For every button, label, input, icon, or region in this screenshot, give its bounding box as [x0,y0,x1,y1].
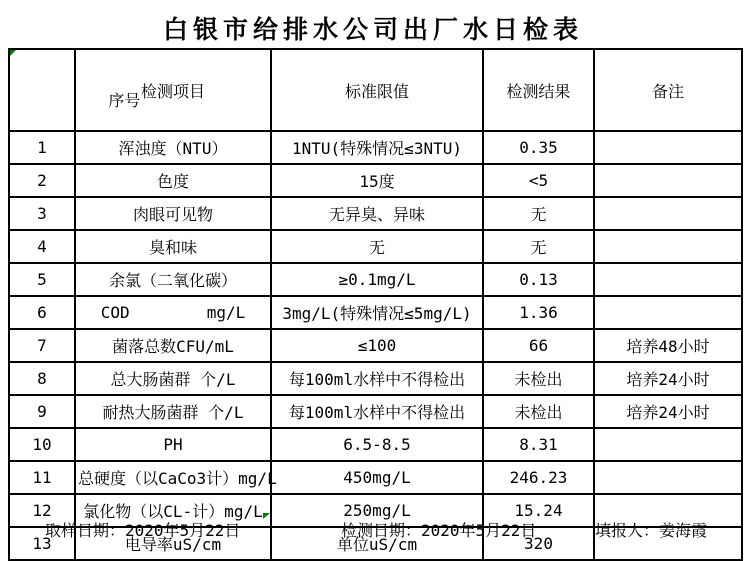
table-row [9,197,742,230]
cell-item: 菌落总数CFU/mL [75,329,271,362]
col-header-result: 检测结果 [483,49,594,131]
col-header-limit: 标准限值 [271,49,483,131]
cell-limit: 6.5-8.5 [271,428,483,461]
cell-remark [594,164,742,197]
cell-result: 无 [483,230,594,263]
cell-no: 4 [9,230,75,263]
green-triangle-marker [10,50,16,56]
cell-limit: 3mg/L(特殊情况≤5mg/L) [271,296,483,329]
cell-item: 肉眼可见物 [75,197,271,230]
cell-no: 10 [9,428,75,461]
cell-item: 臭和味 [75,230,271,263]
cell-no: 7 [9,329,75,362]
cell-remark [594,461,742,494]
cell-limit: ≥0.1mg/L [271,263,483,296]
table-row [9,131,742,164]
cell-no: 5 [9,263,75,296]
cell-remark: 培养24小时 [594,362,742,395]
cell-item: 总大肠菌群 个/L [75,362,271,395]
cell-no: 6 [9,296,75,329]
cell-limit: 1NTU(特殊情况≤3NTU) [271,131,483,164]
cell-item: 氯化物（以CL-计）mg/L [75,494,271,527]
col-header-item: 检测项目 [75,49,271,131]
cell-limit: 15度 [271,164,483,197]
cell-limit: 无 [271,230,483,263]
cell-no: 3 [9,197,75,230]
cell-remark [594,230,742,263]
cell-limit: 每100ml水样中不得检出 [271,362,483,395]
cell-no: 2 [9,164,75,197]
reporter-name: 填报人：姜海霞 [595,521,708,540]
cell-result: 8.31 [483,428,594,461]
green-triangle-marker [263,513,270,519]
cell-item: COD mg/L [75,296,271,329]
col-header-no-label: 序号 [108,91,141,110]
table-row [9,428,742,461]
cell-remark [594,263,742,296]
table-row [9,329,742,362]
cell-item: 色度 [75,164,271,197]
cell-no: 13 [9,527,75,560]
cell-no: 11 [9,461,75,494]
cell-limit: 250mg/L [271,494,483,527]
cell-remark [594,296,742,329]
table-row [9,362,742,395]
cell-result: 未检出 [483,395,594,428]
col-header-no [9,49,141,131]
page-title: 白银市给排水公司出厂水日检表 [162,15,583,44]
cell-no: 12 [9,494,75,527]
cell-limit: 单位uS/cm [271,527,483,560]
inspection-table [8,48,743,561]
cell-result: 无 [483,197,594,230]
cell-item: 浑浊度（NTU） [75,131,271,164]
table-row [9,395,742,428]
cell-result: 1.36 [483,296,594,329]
cell-limit: 无异臭、异味 [271,197,483,230]
col-header-remark: 备注 [594,49,742,131]
cell-limit: 每100ml水样中不得检出 [271,395,483,428]
cell-no: 9 [9,395,75,428]
cell-result: <5 [483,164,594,197]
cell-result: 320 [483,527,594,560]
cell-limit: 450mg/L [271,461,483,494]
cell-remark: 培养24小时 [594,395,742,428]
sampling-date: 取样日期：2020年5月22日 [45,521,241,540]
cell-result: 0.13 [483,263,594,296]
cell-result: 0.35 [483,131,594,164]
testing-date: 检测日期：2020年5月22日 [341,521,537,540]
cell-item: 总硬度（以CaCo3计）mg/L [75,461,271,494]
cell-remark [594,197,742,230]
table-row [9,263,742,296]
cell-limit: ≤100 [271,329,483,362]
table-row [9,296,742,329]
cell-result: 66 [483,329,594,362]
table-body [9,131,742,560]
cell-item: 余氯（二氧化碳） [75,263,271,296]
cell-item: 电导率uS/cm [75,527,271,560]
table-row [9,230,742,263]
cell-no: 1 [9,131,75,164]
cell-item: 耐热大肠菌群 个/L [75,395,271,428]
cell-result: 15.24 [483,494,594,527]
cell-remark [594,131,742,164]
table-row [9,164,742,197]
cell-remark [594,428,742,461]
cell-result: 未检出 [483,362,594,395]
table-header-row [9,49,742,131]
cell-result: 246.23 [483,461,594,494]
cell-no: 8 [9,362,75,395]
table-row [9,461,742,494]
cell-remark: 培养48小时 [594,329,742,362]
cell-item: PH [75,428,271,461]
